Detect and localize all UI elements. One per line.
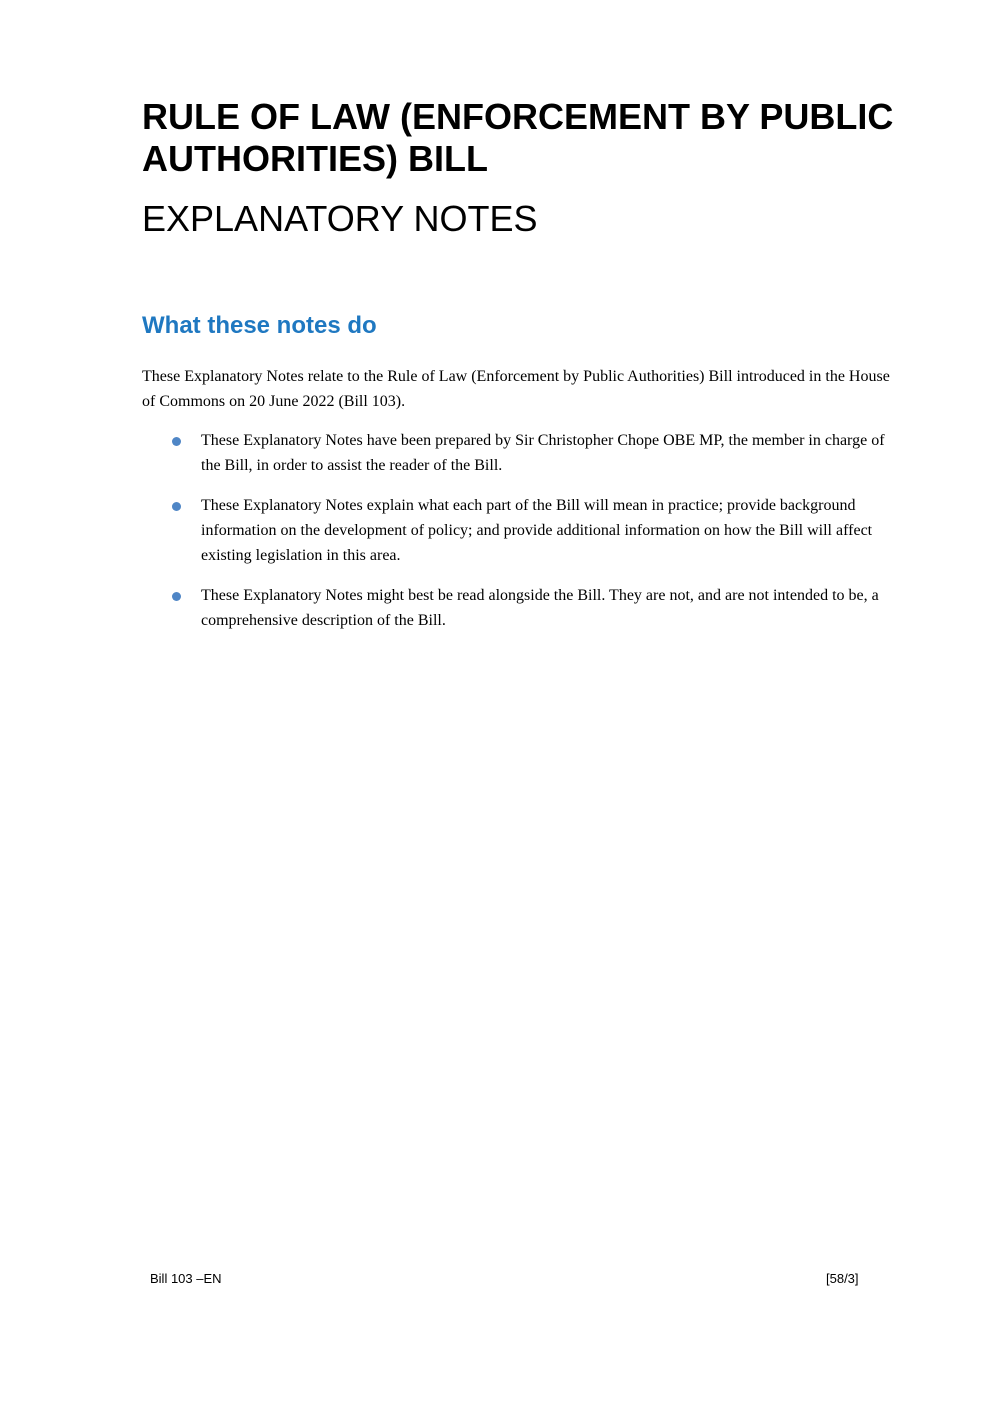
bullet-dot-icon <box>172 437 181 446</box>
bullet-list <box>142 428 902 648</box>
intro-paragraph: These Explanatory Notes relate to the Rule of Law (Enforcement by Public Authorities) Bill introduced in the House of Commons on 20 June 2022 (Bill 103). <box>142 368 890 410</box>
section-heading: What these notes do <box>142 312 377 339</box>
bullet-text: These Explanatory Notes explain what each part of the Bill will mean in practice; provide background information on the development of policy; and provide additional information on how the Bill will affect existing legislation in this area. <box>201 497 873 564</box>
bullet-item <box>142 428 902 478</box>
bullet-text: These Explanatory Notes have been prepared by Sir Christopher Chope OBE MP, the member in charge of the Bill, in order to assist the reader of the Bill. <box>201 432 885 474</box>
footer-bill-reference: Bill 103 –EN <box>150 1271 222 1286</box>
footer-print-reference: [58/3] <box>826 1271 859 1286</box>
bullet-item <box>142 583 902 633</box>
bullet-dot-icon <box>172 502 181 511</box>
bill-title: RULE OF LAW (ENFORCEMENT BY PUBLIC AUTHORITIES) BILL <box>142 96 894 179</box>
bullet-text: These Explanatory Notes might best be read alongside the Bill. They are not, and are not intended to be, a comprehensive description of the Bill. <box>201 587 879 629</box>
document-type-heading: EXPLANATORY NOTES <box>142 198 538 239</box>
bullet-item <box>142 493 902 568</box>
bullet-dot-icon <box>172 592 181 601</box>
